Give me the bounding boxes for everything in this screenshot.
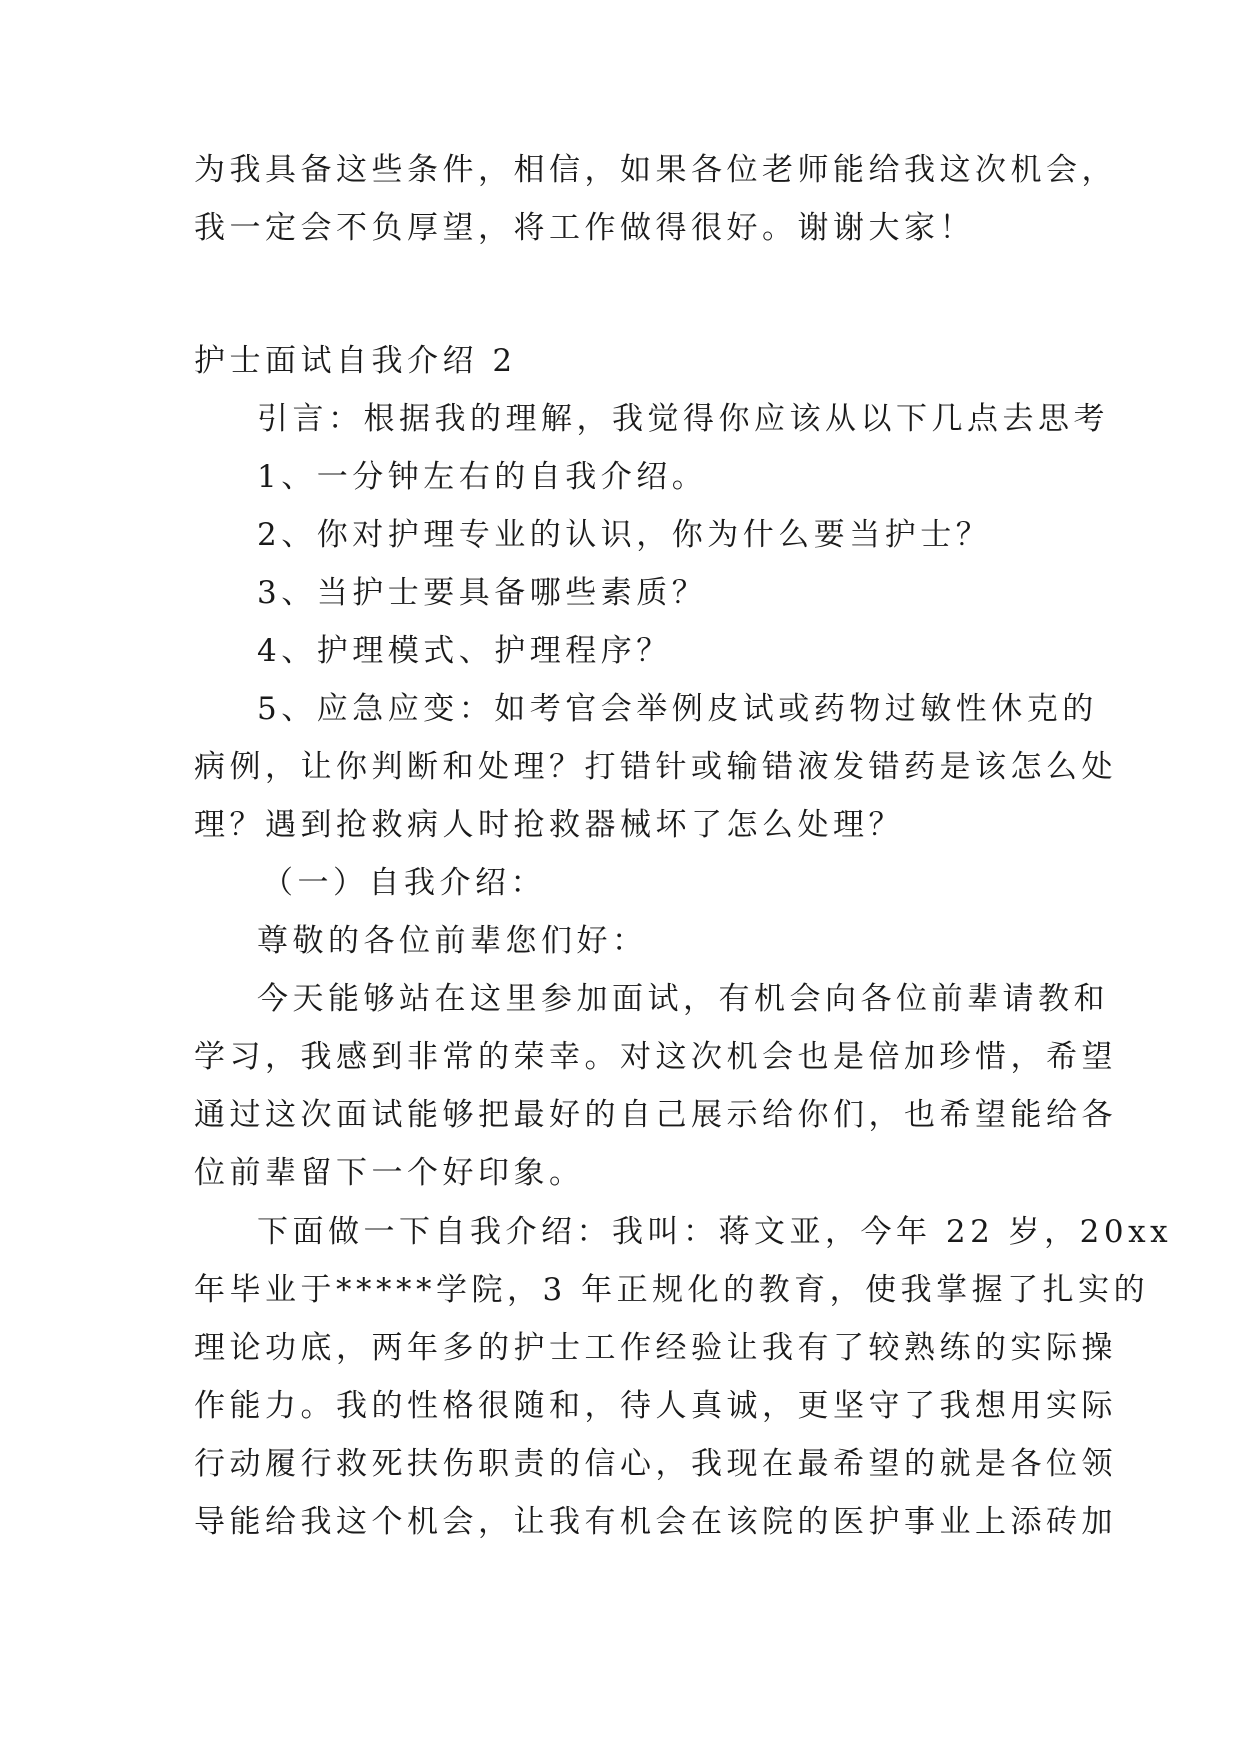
greeting: 尊敬的各位前辈您们好： — [257, 923, 648, 959]
subheading: （一）自我介绍： — [262, 865, 546, 901]
body-line: 为我具备这些条件，相信，如果各位老师能给我这次机会， — [194, 152, 1117, 188]
paragraph-line: 下面做一下自我介绍：我叫：蒋文亚，今年 22 岁，20xx — [257, 1214, 1173, 1250]
body-line: 病例，让你判断和处理？打错针或输错液发错药是该怎么处 — [194, 749, 1117, 785]
paragraph-line: 行动履行救死扶伤职责的信心，我现在最希望的就是各位领 — [194, 1446, 1117, 1482]
paragraph-line: 今天能够站在这里参加面试，有机会向各位前辈请教和 — [257, 981, 1109, 1017]
list-item: 5、应急应变：如考官会举例皮试或药物过敏性休克的 — [257, 691, 1098, 727]
body-line: 我一定会不负厚望，将工作做得很好。谢谢大家！ — [194, 210, 975, 246]
list-item: 1、一分钟左右的自我介绍。 — [257, 459, 708, 495]
paragraph-line: 通过这次面试能够把最好的自己展示给你们，也希望能给各 — [194, 1097, 1117, 1133]
paragraph-line: 位前辈留下一个好印象。 — [194, 1155, 585, 1191]
list-item: 2、你对护理专业的认识，你为什么要当护士？ — [257, 517, 992, 553]
paragraph-line: 理论功底，两年多的护士工作经验让我有了较熟练的实际操 — [194, 1330, 1117, 1366]
body-line: 理？遇到抢救病人时抢救器械坏了怎么处理？ — [194, 807, 904, 843]
paragraph-line: 学习，我感到非常的荣幸。对这次机会也是倍加珍惜，希望 — [194, 1039, 1117, 1075]
intro-line: 引言：根据我的理解，我觉得你应该从以下几点去思考 — [257, 401, 1109, 437]
paragraph-line: 导能给我这个机会，让我有机会在该院的医护事业上添砖加 — [194, 1504, 1117, 1540]
list-item: 4、护理模式、护理程序？ — [257, 633, 672, 669]
paragraph-line: 年毕业于*****学院，3 年正规化的教育，使我掌握了扎实的 — [194, 1272, 1150, 1308]
paragraph-line: 作能力。我的性格很随和，待人真诚，更坚守了我想用实际 — [194, 1388, 1117, 1424]
section-title: 护士面试自我介绍 2 — [194, 343, 517, 379]
list-item: 3、当护士要具备哪些素质？ — [257, 575, 708, 611]
